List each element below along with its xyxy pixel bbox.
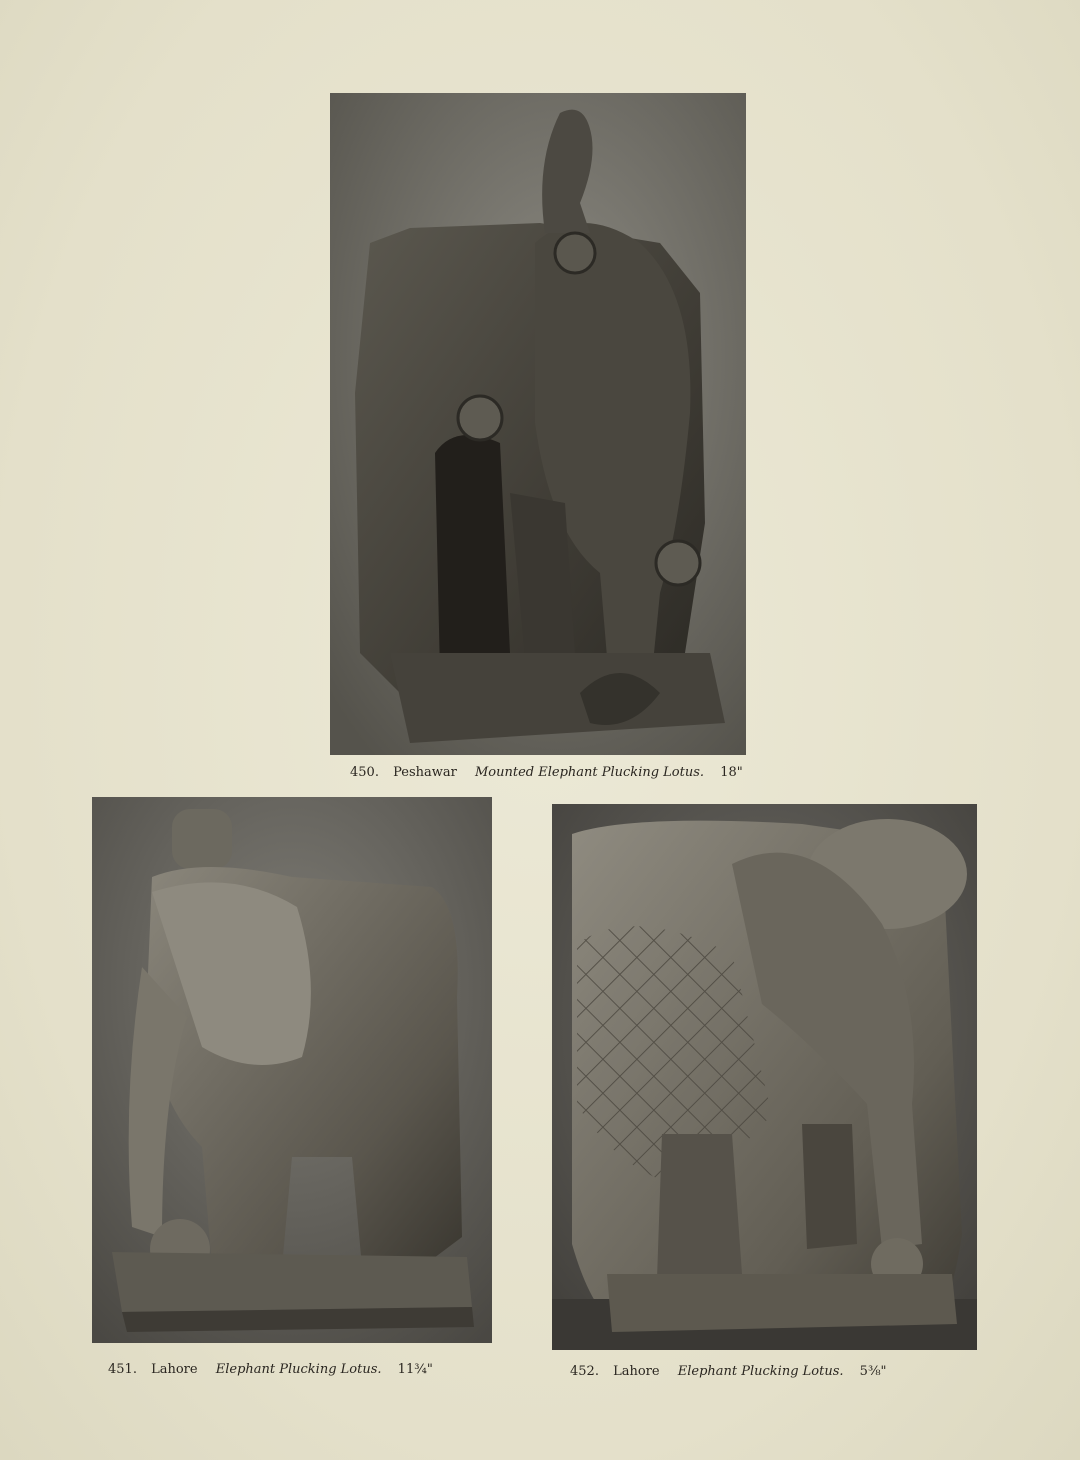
plate-title: Mounted Elephant Plucking Lotus.	[474, 765, 705, 780]
plate-height: 11¾"	[397, 1362, 433, 1377]
plate-location: Lahore	[151, 1362, 198, 1377]
plate-height: 5⅜"	[859, 1364, 887, 1379]
plate-number: 451.	[108, 1362, 137, 1377]
caption-451	[108, 1362, 433, 1377]
plate-number: 452.	[570, 1364, 599, 1379]
elephant-sculpture-photo-451	[92, 797, 492, 1343]
photo-plate-452	[552, 804, 977, 1350]
plate-location: Lahore	[613, 1364, 660, 1379]
photo-plate-450	[330, 93, 746, 755]
mounted-elephant-sculpture-photo	[330, 93, 746, 755]
plate-height: 18"	[720, 765, 743, 780]
plate-title: Elephant Plucking Lotus.	[215, 1362, 382, 1377]
plate-title: Elephant Plucking Lotus.	[677, 1364, 844, 1379]
plate-number: 450.	[350, 765, 379, 780]
caption-452	[570, 1364, 887, 1379]
caption-450	[350, 765, 743, 780]
elephant-sculpture-photo-452	[552, 804, 977, 1350]
photo-plate-451	[92, 797, 492, 1343]
plate-location: Peshawar	[393, 765, 457, 780]
